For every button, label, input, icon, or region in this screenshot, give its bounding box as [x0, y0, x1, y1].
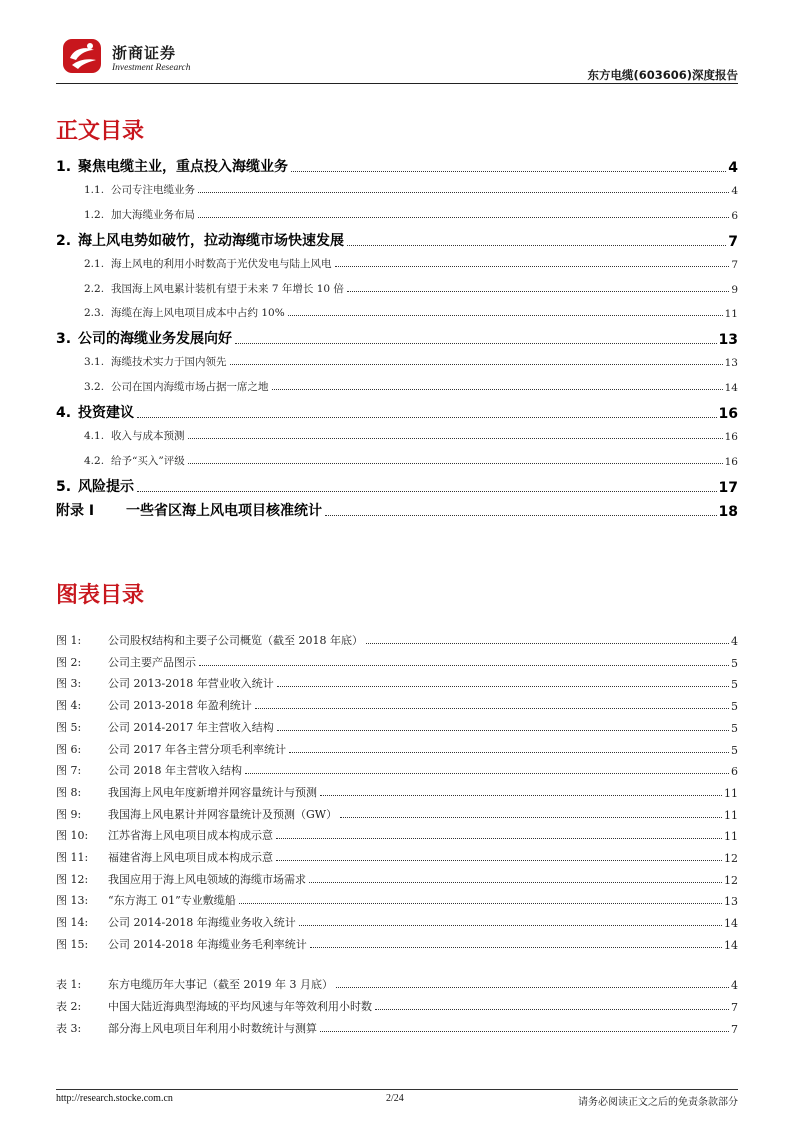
dot-leader — [347, 245, 726, 246]
toc-entry-page: 11 — [724, 308, 738, 320]
dot-leader — [289, 752, 729, 753]
toc-entry-page: 5 — [731, 743, 738, 757]
toc-entry-page: 16 — [724, 431, 738, 443]
figure-toc-entry[interactable] — [56, 892, 738, 908]
toc-entry-title — [84, 428, 185, 443]
toc-entry-number: 图 9: — [56, 807, 82, 821]
toc-entry-title — [56, 1020, 317, 1036]
toc-entry-number: 表 1: — [56, 978, 82, 991]
toc-entry-page: 5 — [731, 721, 738, 735]
toc-entry-title — [56, 806, 337, 822]
toc-entry-page: 11 — [724, 808, 738, 822]
toc-entry-title — [84, 453, 185, 468]
toc-entry-label: 公司 2013-2018 年盈利统计 — [108, 699, 252, 713]
toc-entry-number: 2.3. — [84, 307, 105, 319]
figure-toc-entry[interactable] — [56, 827, 738, 843]
figure-toc-entry[interactable] — [56, 632, 738, 648]
toc-entry-number: 3.1. — [84, 356, 105, 368]
toc-entry[interactable] — [56, 402, 738, 422]
dot-leader — [310, 947, 722, 948]
toc-entry-page: 12 — [724, 852, 738, 865]
toc-entry-label: 部分海上风电项目年利用小时数统计与测算 — [108, 1022, 317, 1035]
toc-entry-title — [56, 697, 252, 713]
logo-english-text: Investment Research — [112, 63, 191, 73]
toc-entry-number: 2.2. — [84, 283, 105, 295]
toc-entry-title — [56, 762, 242, 778]
toc-entry-label: 海缆在海上风电项目成本中占约 10% — [111, 307, 285, 319]
toc-entry-page: 9 — [731, 284, 738, 296]
dot-leader — [188, 463, 723, 464]
toc-entry-page: 7 — [728, 234, 738, 250]
toc-entry[interactable] — [56, 156, 738, 176]
toc-entry-number: 图 12: — [56, 872, 89, 886]
toc-entry-number: 图 8: — [56, 785, 82, 799]
toc-entry-page: 14 — [724, 382, 738, 394]
toc-entry-number: 1.1. — [84, 184, 105, 196]
toc-entry-title — [56, 156, 288, 176]
toc-entry-title — [84, 182, 195, 197]
header-divider — [56, 83, 738, 84]
dot-leader — [288, 315, 723, 316]
logo-chinese-text: 浙商证券 — [112, 44, 177, 62]
figure-toc-entry[interactable] — [56, 806, 738, 822]
toc-entry-page: 14 — [724, 938, 738, 952]
toc-entry-page: 11 — [724, 786, 738, 800]
toc-entry-page: 17 — [718, 480, 738, 496]
dot-leader — [320, 1031, 729, 1032]
toc-entry-page: 4 — [731, 635, 738, 648]
toc-entry-label: 聚焦电缆主业，重点投入海缆业务 — [78, 159, 288, 175]
toc-entry-number: 4.2. — [84, 455, 105, 467]
toc-entry-number: 图 15: — [56, 937, 89, 951]
toc-entry-number: 图 11: — [56, 851, 89, 864]
toc-entry-number: 图 14: — [56, 916, 89, 930]
toc-entry-title — [56, 675, 274, 691]
toc-entry-title — [84, 354, 227, 369]
dot-leader — [235, 343, 717, 344]
toc-entry-title — [84, 379, 269, 394]
toc-entry-label: 投资建议 — [78, 405, 134, 421]
toc-entry-number: 2. — [56, 233, 72, 249]
dot-leader — [336, 987, 729, 988]
toc-entry-label: “东方海工 01”专业敷缆船 — [108, 894, 236, 908]
dot-leader — [230, 364, 723, 365]
toc-entry-number: 4. — [56, 405, 72, 421]
dot-leader — [198, 217, 729, 218]
figure-toc-entry[interactable] — [56, 1020, 738, 1036]
toc-entry-number: 4.1. — [84, 430, 105, 442]
toc-entry-title — [56, 998, 372, 1014]
toc-entry-label: 公司 2018 年主营收入结构 — [108, 764, 242, 778]
figure-toc-entry[interactable] — [56, 762, 738, 778]
toc-entry-label: 江苏省海上风电项目成本构成示意 — [108, 829, 273, 843]
zheshang-logo-icon — [60, 36, 106, 76]
toc-entry-number: 表 3: — [56, 1022, 82, 1035]
dot-leader — [375, 1009, 729, 1010]
footer-disclaimer: 请务必阅读正文之后的免责条款部分 — [578, 1097, 738, 1108]
toc-entry-label: 公司 2014-2017 年主营收入结构 — [108, 720, 274, 734]
dot-leader — [239, 903, 722, 904]
toc-entry-page: 13 — [724, 357, 738, 369]
figure-toc-entry[interactable] — [56, 719, 738, 735]
toc-entry[interactable] — [56, 428, 738, 443]
toc-entry-number: 图 7: — [56, 764, 82, 778]
toc-entry-page: 4 — [731, 979, 738, 992]
figure-toc-entry[interactable] — [56, 914, 738, 930]
toc-entry-label: 海上风电的利用小时数高于光伏发电与陆上风电 — [111, 258, 332, 270]
toc-entry-number: 表 2: — [56, 1000, 82, 1013]
toc-entry-label: 中国大陆近海典型海域的平均风速与年等效利用小时数 — [108, 1000, 372, 1013]
dot-leader — [335, 266, 730, 267]
toc-entry-label: 公司 2014-2018 年海缆业务毛利率统计 — [108, 937, 307, 951]
toc-entry-label: 公司专注电缆业务 — [111, 184, 195, 196]
dot-leader — [137, 491, 717, 492]
toc-entry-page: 7 — [731, 1023, 738, 1036]
dot-leader — [137, 417, 717, 418]
toc-entry-page: 4 — [731, 185, 738, 197]
toc-entry[interactable] — [56, 328, 738, 348]
toc-entry-title — [56, 476, 134, 496]
toc-entry[interactable] — [56, 500, 738, 520]
page-header — [56, 36, 738, 84]
toc-entry-label: 东方电缆历年大事记（截至 2019 年 3 月底） — [108, 978, 333, 991]
toc-entry-number: 图 4: — [56, 699, 82, 713]
toc-entry-title — [56, 654, 196, 670]
dot-leader — [276, 838, 722, 839]
dot-leader — [276, 860, 722, 861]
toc-entry[interactable] — [56, 256, 738, 271]
toc-entry-title — [56, 741, 286, 757]
figure-toc-entry[interactable] — [56, 697, 738, 713]
toc-entry-title — [84, 305, 285, 320]
toc-entry-page: 6 — [731, 210, 738, 222]
toc-entry-number: 图 13: — [56, 894, 89, 908]
toc-entry-page: 5 — [731, 678, 738, 692]
toc-entry[interactable] — [56, 354, 738, 369]
toc-entry-number: 图 2: — [56, 655, 82, 669]
toc-entry-label: 海缆技术实力于国内领先 — [111, 356, 227, 368]
toc-entry-number: 3. — [56, 331, 72, 347]
toc-entry-page: 6 — [731, 765, 738, 779]
dot-leader — [199, 665, 729, 666]
toc-entry-title — [56, 849, 273, 865]
toc-entry[interactable] — [56, 182, 738, 197]
toc-entry[interactable] — [56, 230, 738, 250]
toc-entry-number: 图 1: — [56, 634, 82, 647]
dot-leader — [272, 389, 723, 390]
toc-entry-page: 16 — [718, 406, 738, 422]
toc-entry-number: 1. — [56, 159, 72, 175]
toc-entry-title — [56, 230, 344, 250]
toc-entry-title — [56, 871, 306, 887]
toc-entry-title — [56, 632, 363, 648]
toc-entry-label: 加大海缆业务布局 — [111, 209, 195, 221]
toc-entry-title — [56, 402, 134, 422]
toc-entry-number: 图 5: — [56, 720, 82, 734]
toc-entry[interactable] — [56, 453, 738, 468]
toc-entry-title — [84, 281, 344, 296]
figure-toc-entry[interactable] — [56, 675, 738, 691]
toc-entry-page: 7 — [731, 259, 738, 271]
toc-entry[interactable] — [56, 207, 738, 222]
toc-entry-label: 福建省海上风电项目成本构成示意 — [108, 851, 273, 864]
footer-page-number: 2/24 — [386, 1093, 404, 1104]
toc-entry-label: 公司主要产品图示 — [108, 655, 196, 669]
toc-entry[interactable] — [56, 379, 738, 394]
figure-toc-entry[interactable] — [56, 784, 738, 800]
toc-entry-label: 收入与成本预测 — [111, 430, 185, 442]
toc-entry-title — [84, 256, 332, 271]
toc-entry-number: 图 3: — [56, 677, 82, 691]
figure-toc-entry[interactable] — [56, 976, 738, 992]
toc-entry-number: 图 10: — [56, 829, 89, 843]
toc-entry[interactable] — [56, 476, 738, 496]
toc-entry-label: 公司 2014-2018 年海缆业务收入统计 — [108, 916, 296, 930]
toc-entry-label: 我国应用于海上风电领域的海缆市场需求 — [108, 872, 306, 886]
dot-leader — [291, 171, 726, 172]
dot-leader — [255, 708, 729, 709]
toc-entry-number: 图 6: — [56, 742, 82, 756]
toc-entry-title — [56, 784, 317, 800]
figure-toc-entry[interactable] — [56, 936, 738, 952]
toc-entry-page: 11 — [724, 830, 738, 844]
toc-entry-label: 公司 2017 年各主营分项毛利率统计 — [108, 742, 286, 756]
report-title: 东方电缆(603606)深度报告 — [587, 68, 738, 82]
toc-entry-label: 我国海上风电累计装机有望于未来 7 年增长 10 倍 — [111, 283, 344, 295]
toc-entry-title — [56, 892, 236, 908]
toc-entry-title — [56, 936, 307, 952]
dot-leader — [340, 817, 722, 818]
dot-leader — [245, 773, 729, 774]
toc-entry-page: 7 — [731, 1001, 738, 1014]
figure-toc-entry[interactable] — [56, 654, 738, 670]
toc-entry-label: 公司 2013-2018 年营业收入统计 — [108, 677, 274, 691]
dot-leader — [188, 438, 723, 439]
toc-entry-page: 18 — [718, 504, 738, 520]
dot-leader — [277, 730, 729, 731]
figure-toc-entry[interactable] — [56, 741, 738, 757]
toc-entry-number: 5. — [56, 479, 72, 495]
footer-url[interactable]: http://research.stocke.com.cn — [56, 1093, 173, 1104]
toc-entry-title — [56, 328, 232, 348]
dot-leader — [277, 686, 729, 687]
toc-entry-number: 3.2. — [84, 381, 105, 393]
figure-toc-entry[interactable] — [56, 998, 738, 1014]
toc-entry-label: 我国海上风电累计并网容量统计及预测（GW） — [108, 807, 338, 821]
toc-entry-page: 5 — [731, 700, 738, 714]
figure-toc-list — [56, 632, 738, 958]
toc-entry-title — [56, 500, 322, 520]
toc-entry-label: 我国海上风电年度新增并网容量统计与预测 — [108, 785, 317, 799]
figure-toc-entry[interactable] — [56, 871, 738, 887]
figure-toc-heading: 图表目录 — [56, 583, 145, 608]
toc-entry-title — [56, 719, 274, 735]
toc-entry-label: 一些省区海上风电项目核准统计 — [126, 503, 322, 519]
toc-heading: 正文目录 — [56, 119, 145, 144]
toc-entry-page: 5 — [731, 656, 738, 670]
toc-entry-title — [56, 827, 273, 843]
dot-leader — [309, 882, 722, 883]
toc-entry-page: 16 — [724, 456, 738, 468]
toc-entry-label: 海上风电势如破竹，拉动海缆市场快速发展 — [78, 233, 344, 249]
toc-entry-label: 公司在国内海缆市场占据一席之地 — [111, 381, 269, 393]
dot-leader — [347, 291, 729, 292]
toc-entry-label: 公司的海缆业务发展向好 — [78, 331, 232, 347]
toc-entry-label: 风险提示 — [78, 479, 134, 495]
toc-entry-label: 公司股权结构和主要子公司概览（截至 2018 年底） — [108, 634, 363, 647]
toc-entry-title — [56, 914, 296, 930]
table-toc-list — [56, 976, 738, 1046]
toc-entry-title — [56, 976, 333, 992]
toc-entry-page: 4 — [728, 160, 738, 176]
toc-entry-number: 1.2. — [84, 209, 105, 221]
toc-entry-number: 2.1. — [84, 258, 105, 270]
figure-toc-entry[interactable] — [56, 849, 738, 865]
toc-list — [56, 156, 738, 526]
dot-leader — [320, 795, 722, 796]
toc-entry-page: 13 — [724, 895, 738, 909]
toc-entry[interactable] — [56, 281, 738, 296]
footer-divider — [56, 1089, 738, 1090]
toc-entry-page: 12 — [724, 873, 738, 887]
toc-entry-title — [84, 207, 195, 222]
toc-entry-number: 附录 I — [56, 503, 95, 519]
dot-leader — [325, 515, 717, 516]
dot-leader — [299, 925, 722, 926]
dot-leader — [366, 643, 729, 644]
toc-entry-page: 14 — [724, 917, 738, 931]
toc-entry[interactable] — [56, 305, 738, 320]
toc-entry-label: 给予“买入”评级 — [111, 455, 185, 467]
dot-leader — [198, 192, 729, 193]
toc-entry-page: 13 — [718, 332, 738, 348]
